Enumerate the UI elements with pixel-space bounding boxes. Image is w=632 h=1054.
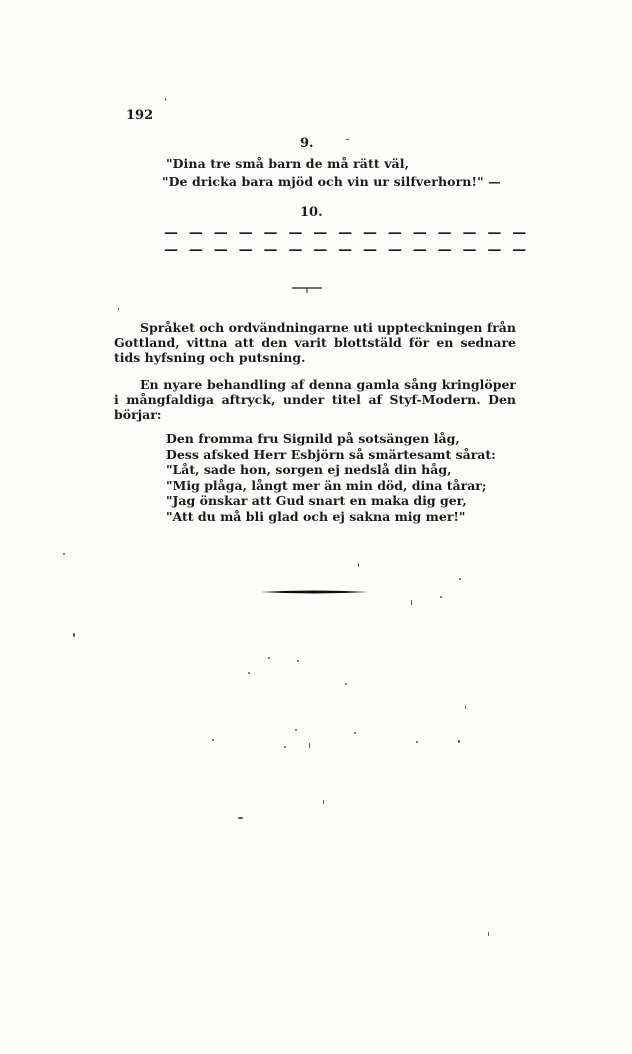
print-speck — [165, 98, 166, 101]
print-speck — [268, 657, 270, 659]
print-speck — [297, 660, 299, 662]
poem-line: "Låt, sade hon, sorgen ej nedslå din håg, — [166, 462, 452, 477]
print-speck — [73, 633, 75, 637]
poem-line: "Att du må bli glad och ej sakna mig mer!" — [166, 508, 466, 524]
print-speck — [284, 746, 286, 748]
quoted-poem — [166, 431, 496, 524]
section-number-9: 9. — [300, 136, 314, 151]
print-speck — [212, 739, 214, 741]
print-speck — [416, 741, 418, 743]
paragraph: En nyare behandling af denna gamla sång kringlöper i mångfaldiga aftryck, under titel af Styf-Modern. Den börjar: — [114, 377, 516, 422]
print-speck — [458, 740, 460, 743]
print-speck — [411, 600, 412, 605]
verse-line: "De dricka bara mjöd och vin ur silfverhorn!" — — [162, 174, 501, 189]
print-speck — [238, 817, 243, 819]
print-speck — [354, 732, 356, 734]
dash-row: — — — — — — — — — — — — — — — — [164, 225, 530, 241]
poem-line: "Mig plåga, långt mer än min död, dina tårar; — [166, 477, 487, 493]
print-speck — [488, 932, 489, 936]
print-speck — [295, 729, 297, 731]
print-speck — [118, 308, 119, 310]
print-speck — [63, 553, 65, 555]
dash-row: — — — — — — — — — — — — — — — — [164, 242, 530, 258]
print-speck — [358, 563, 359, 567]
print-speck — [345, 683, 347, 685]
print-speck — [309, 743, 310, 748]
print-speck — [248, 672, 250, 674]
poem-line: Den fromma fru Signild på sotsängen låg, — [166, 431, 460, 446]
paragraph: Språket och ordvändningarne uti uppteckningen från Gottland, vittna att den varit blottstäld för en sednare tids hyfsning och putsning. — [114, 320, 516, 365]
print-speck — [346, 139, 349, 140]
verse-line: "Dina tre små barn de må rätt väl, — [166, 156, 410, 171]
print-speck — [459, 578, 461, 580]
section-divider-ornament — [292, 278, 322, 286]
print-speck — [440, 596, 442, 598]
print-speck — [465, 706, 466, 709]
end-ornament-rule — [260, 590, 368, 594]
page-number: 192 — [126, 108, 154, 123]
commentary-text — [114, 320, 516, 422]
section-number-10: 10. — [300, 205, 323, 220]
poem-line: Dess afsked Herr Esbjörn så smärtesamt sårat: — [166, 446, 496, 462]
print-speck — [323, 800, 324, 804]
poem-line: "Jag önskar att Gud snart en maka dig ger, — [166, 493, 467, 508]
